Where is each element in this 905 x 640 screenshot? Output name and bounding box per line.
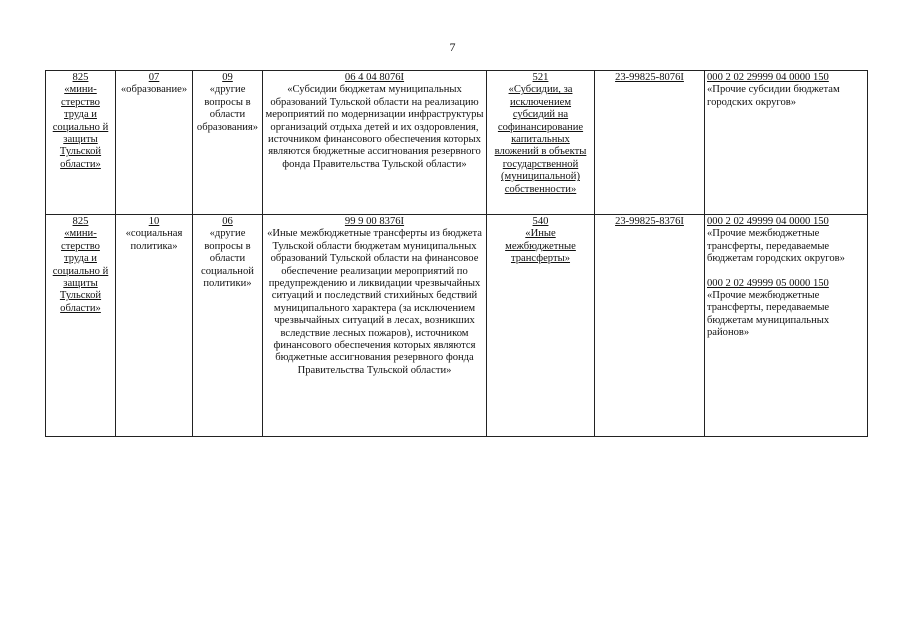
target-name: «Иные межбюджетные трансферты из бюджета Тульской области бюджетам муниципальных образований Тульской области на финансовое обеспечение реализации мероприятий по предупреждению и ликвидации чрезвычайных ситуаций и последствий стихийных бедствий муниципального характера (за исключением чрезвычайных ситуаций в лесах, возникших вследствие лесных пожаров), источником финансового обеспечения которых являются бюджетные ассигнования резервного фонда Правительства Тульской области» [267, 228, 482, 376]
section-name: «социальная политика» [125, 228, 183, 252]
fund-cell [595, 71, 705, 215]
page-number: 7 [449, 40, 456, 54]
revenue-code: 000 2 02 49999 05 0000 150 [707, 277, 829, 289]
expense-cell [487, 215, 595, 437]
target-code: 99 9 00 8376I [344, 216, 405, 227]
ministry-cell [46, 215, 116, 437]
target-cell [263, 215, 487, 437]
table-row [46, 215, 868, 437]
ministry-code: 825 [72, 72, 89, 83]
section-name: «образование» [120, 84, 188, 96]
section-code: 07 [148, 72, 160, 83]
spacer [707, 266, 865, 278]
target-name: «Субсидии бюджетам муниципальных образований Тульской области на реализацию мероприятий по модернизации инфраструктуры организаций отдыха детей и их оздоровления, источником финансового обеспечения которых являются бюджетные ассигнования резервного фонда Правительства Тульской области» [265, 84, 484, 170]
expense-code: 521 [532, 72, 549, 83]
fund-code: 23-99825-8376I [615, 216, 684, 227]
revenue-code: 000 2 02 49999 04 0000 150 [707, 216, 829, 227]
expense-name: «Иные межбюджетные трансферты» [505, 228, 576, 265]
section-cell [116, 215, 193, 437]
revenue-name: «Прочие межбюджетные трансферты, передаваемые бюджетам муниципальных районов» [707, 290, 830, 339]
ministry-name: «мини-стерство труда и социально й защиты Тульской области» [52, 84, 109, 170]
budget-classification-table [45, 70, 868, 437]
expense-name: «Субсидии, за исключением субсидий на софинансирование капитальных вложений в объекты государственной (муниципальной) собственности» [494, 84, 587, 195]
ministry-cell [46, 71, 116, 215]
revenue-cell [705, 71, 868, 215]
fund-code: 23-99825-8076I [615, 72, 684, 83]
section-code: 10 [148, 216, 160, 227]
expense-cell [487, 71, 595, 215]
target-code: 06 4 04 8076I [344, 72, 405, 83]
fund-cell [595, 215, 705, 437]
subsection-cell [193, 215, 263, 437]
subsection-code: 09 [222, 72, 233, 83]
revenue-name: «Прочие межбюджетные трансферты, передаваемые бюджетам городских округов» [707, 228, 845, 265]
table-row [46, 71, 868, 215]
section-cell [116, 71, 193, 215]
revenue-name: «Прочие субсидии бюджетам городских округов» [707, 84, 840, 108]
revenue-code: 000 2 02 29999 04 0000 150 [707, 72, 829, 83]
ministry-name: «мини-стерство труда и социально й защиты Тульской области» [52, 228, 109, 314]
subsection-cell [193, 71, 263, 215]
subsection-name: «другие вопросы в области социальной политики» [201, 228, 254, 290]
expense-code: 540 [532, 216, 549, 227]
ministry-code: 825 [72, 216, 89, 227]
target-cell [263, 71, 487, 215]
subsection-code: 06 [222, 216, 233, 227]
subsection-name: «другие вопросы в области образования» [196, 84, 259, 133]
revenue-cell [705, 215, 868, 437]
